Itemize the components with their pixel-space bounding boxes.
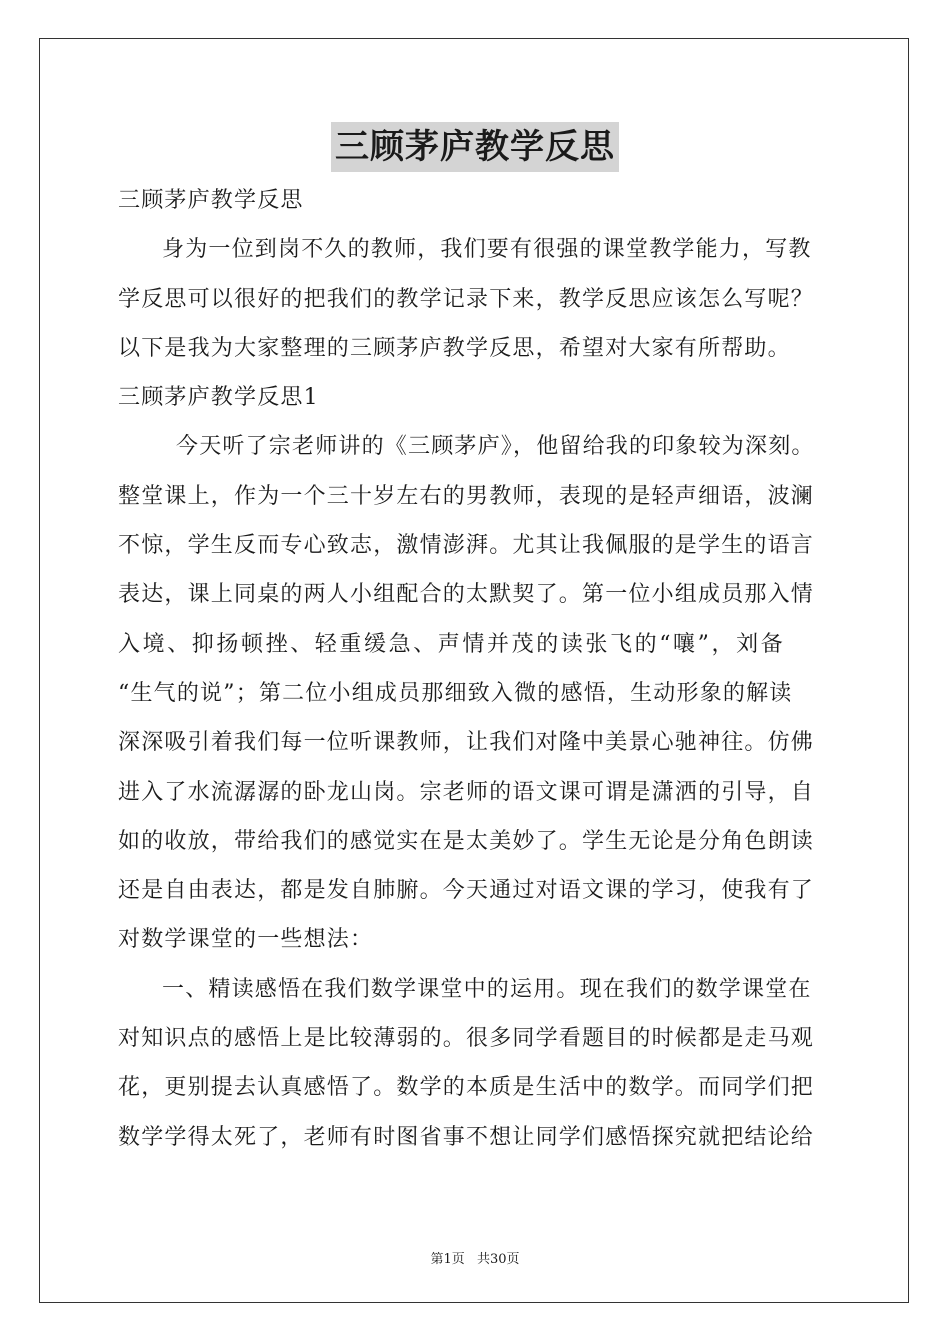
body-line: 还是自由表达，都是发自肺腑。今天通过对语文课的学习，使我有了 [118,878,815,904]
page-total: 共30页 [476,1252,520,1267]
body-line: 深深吸引着我们每一位听课教师，让我们对隆中美景心驰神往。仿佛 [118,730,815,756]
body-line: 表达，课上同桌的两人小组配合的太默契了。第一位小组成员那入情 [118,582,815,608]
body-line: 学反思可以很好的把我们的教学记录下来，教学反思应该怎么写呢？ [118,286,815,312]
body-line: 三顾茅庐教学反思1 [118,385,319,411]
page-footer [0,1248,950,1267]
body-line: 对知识点的感悟上是比较薄弱的。很多同学看题目的时候都是走马观 [118,1026,815,1052]
body-line: 入境、抑扬顿挫、轻重缓急、声情并茂的读张飞的“嚷”，刘备 [118,631,786,657]
body-line: 如的收放，带给我们的感觉实在是太美妙了。学生无论是分角色朗读 [118,828,815,854]
body-line: 以下是我为大家整理的三顾茅庐教学反思，希望对大家有所帮助。 [118,335,791,361]
document-body [118,176,838,1162]
body-line: 不惊，学生反而专心致志，激情澎湃。尤其让我佩服的是学生的语言 [118,533,815,559]
body-line: 对数学课堂的一些想法： [118,927,374,953]
page-number: 第1页 [430,1252,465,1267]
body-line: 身为一位到岗不久的教师，我们要有很强的课堂教学能力，写教 [162,237,812,263]
body-line: “生气的说”；第二位小组成员那细致入微的感悟，生动形象的解读 [118,680,793,706]
document-title: 三顾茅庐教学反思 [331,122,619,172]
body-line: 整堂课上，作为一个三十岁左右的男教师，表现的是轻声细语，波澜 [118,483,815,509]
body-line: 进入了水流潺潺的卧龙山岗。宗老师的语文课可谓是潇洒的引导，自 [118,779,815,805]
body-line: 三顾茅庐教学反思 [118,188,304,213]
body-line: 花，更别提去认真感悟了。数学的本质是生活中的数学。而同学们把 [118,1075,815,1101]
body-line: 数学学得太死了，老师有时图省事不想让同学们感悟探究就把结论给 [118,1124,815,1150]
body-line: 今天听了宗老师讲的《三顾茅庐》，他留给我的印象较为深刻。 [176,434,815,460]
body-line: 一、精读感悟在我们数学课堂中的运用。现在我们的数学课堂在 [162,976,812,1002]
title-container [0,122,950,172]
